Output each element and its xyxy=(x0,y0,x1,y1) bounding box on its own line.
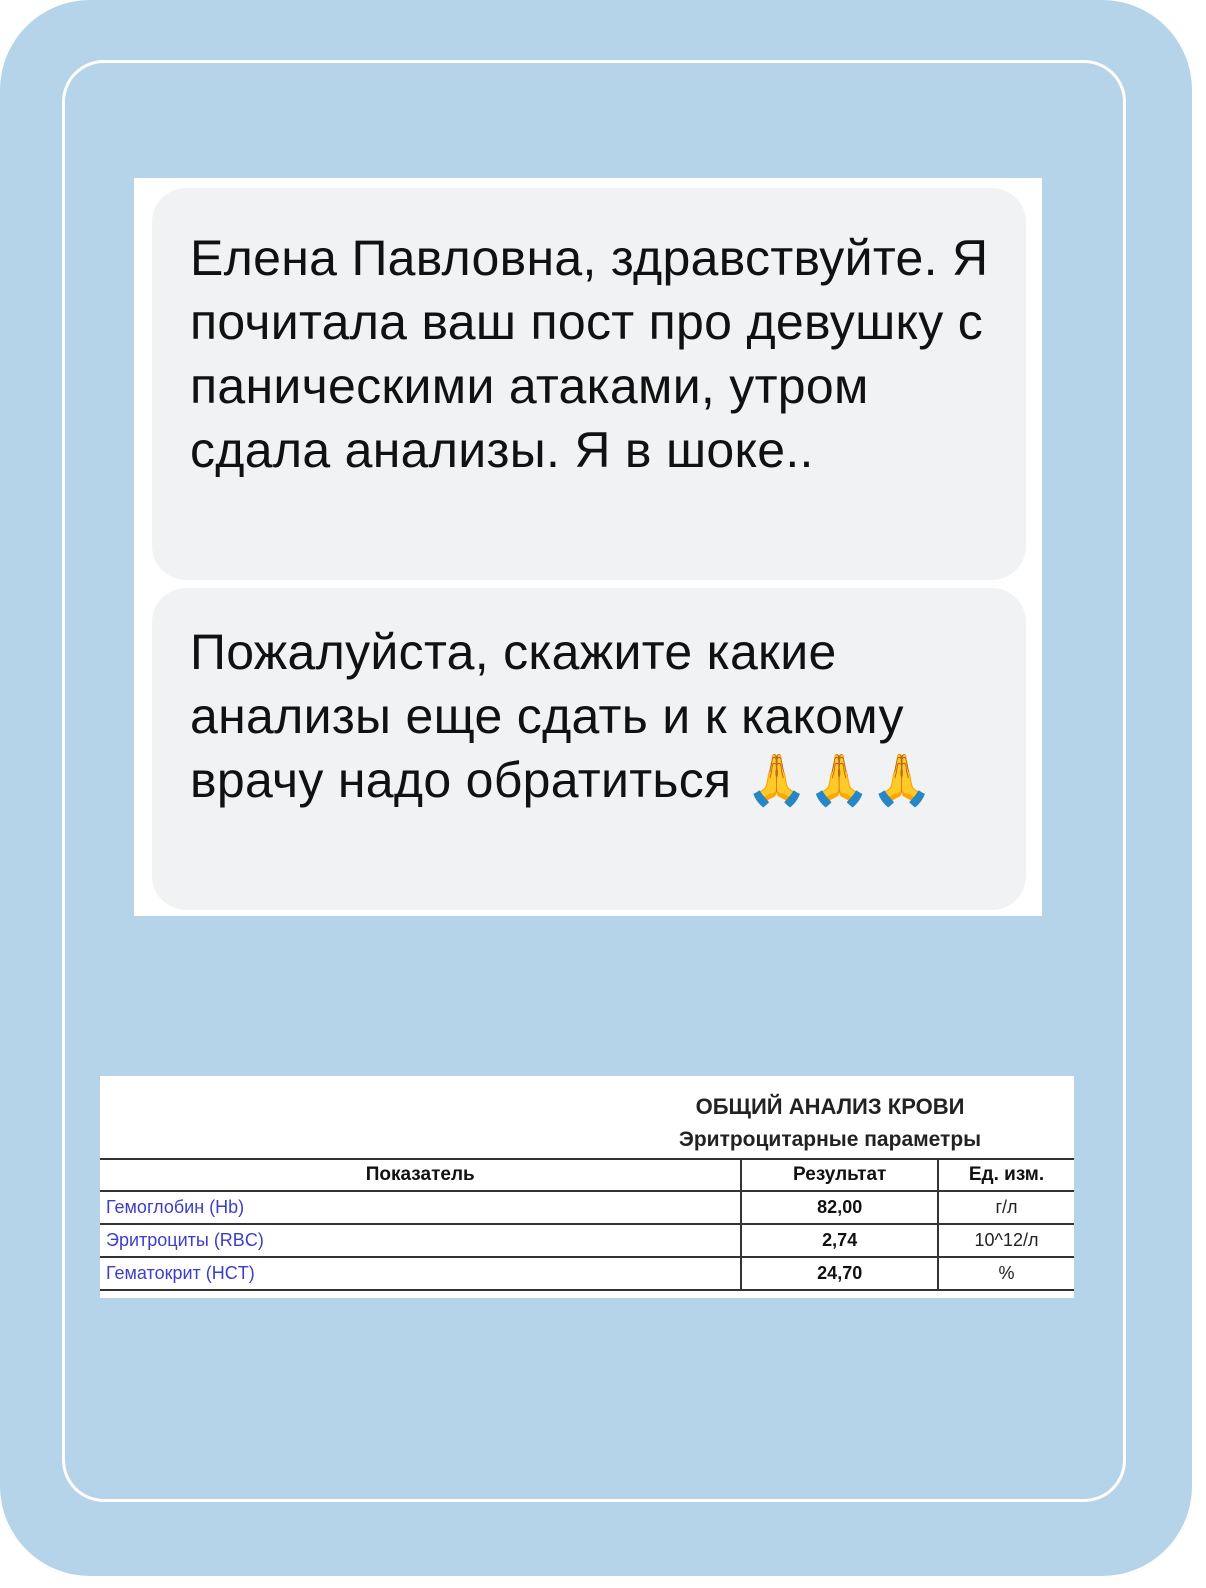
unit-value: % xyxy=(938,1257,1074,1290)
lab-report xyxy=(100,1076,1074,1298)
column-header-result: Результат xyxy=(741,1159,938,1191)
message-bubble-2 xyxy=(152,588,1026,910)
message-bubble-1 xyxy=(152,188,1026,580)
table-row xyxy=(100,1257,1074,1290)
parameter-name: Гемоглобин (Hb) xyxy=(100,1191,741,1224)
unit-value: г/л xyxy=(938,1191,1074,1224)
parameter-name: Эритроциты (RBC) xyxy=(100,1224,741,1257)
lab-report-title: ОБЩИЙ АНАЛИЗ КРОВИ xyxy=(695,1094,965,1119)
column-header-unit: Ед. изм. xyxy=(938,1159,1074,1191)
table-row xyxy=(100,1191,1074,1224)
chat-screenshot xyxy=(134,178,1042,916)
praying-hands-icon: 🙏🙏🙏 xyxy=(745,752,934,808)
lab-report-subtitle: Эритроцитарные параметры xyxy=(678,1128,982,1151)
result-value: 24,70 xyxy=(741,1257,938,1290)
result-value: 2,74 xyxy=(741,1224,938,1257)
parameter-name: Гематокрит (HCT) xyxy=(100,1257,741,1290)
table-header-row xyxy=(100,1159,1074,1191)
message-text-1: Елена Павловна, здравствуйте. Я почитала ваш пост про девушку с паническими атаками, утром сдала анализы. Я в шоке.. xyxy=(190,230,989,478)
lab-results-table xyxy=(100,1158,1074,1291)
column-header-parameter: Показатель xyxy=(100,1159,741,1191)
result-value: 82,00 xyxy=(741,1191,938,1224)
table-row xyxy=(100,1224,1074,1257)
message-text-2: Пожалуйста, скажите какие анализы еще сдать и к какому врачу надо обратиться xyxy=(190,624,904,808)
unit-value: 10^12/л xyxy=(938,1224,1074,1257)
